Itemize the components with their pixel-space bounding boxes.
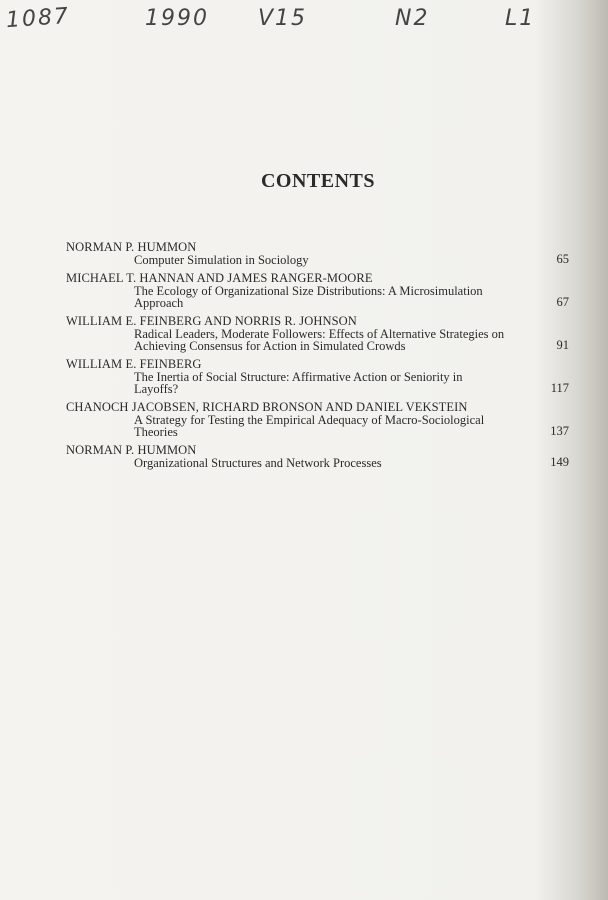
contents-heading: CONTENTS: [260, 170, 376, 192]
handwritten-note: V15: [258, 6, 308, 31]
toc-article-title: The Ecology of Organizational Size Distributions: A Microsimulation Approach: [134, 284, 483, 310]
toc-page-number: 117: [550, 381, 569, 395]
toc-article-title: Organizational Structures and Network Processes: [134, 456, 382, 470]
toc-page-number: 137: [550, 424, 569, 438]
toc-article-title: Computer Simulation in Sociology: [134, 253, 309, 267]
toc-authors: NORMAN P. HUMMON: [66, 240, 197, 254]
handwritten-note: 1087: [5, 3, 71, 34]
toc-page-number: 67: [556, 295, 569, 309]
toc-page-number: 149: [550, 455, 569, 469]
toc-entry: [66, 241, 569, 266]
toc-entry: [66, 444, 569, 469]
handwritten-note: 1990: [145, 6, 209, 31]
toc-entry: [66, 315, 569, 352]
toc-entry: [66, 401, 569, 438]
toc-authors: NORMAN P. HUMMON: [66, 443, 197, 457]
toc-entry: [66, 272, 569, 309]
toc-article-title: A Strategy for Testing the Empirical Adequacy of Macro-Sociological Theories: [134, 413, 485, 439]
toc-article-title: The Inertia of Social Structure: Affirmative Action or Seniority in Layoffs?: [134, 370, 463, 396]
toc-authors: WILLIAM E. FEINBERG: [66, 357, 202, 371]
toc-entry: [66, 358, 569, 395]
handwritten-note: N2: [395, 6, 430, 31]
toc-page-number: 91: [556, 338, 569, 352]
table-of-contents: [66, 241, 569, 475]
toc-authors: WILLIAM E. FEINBERG AND NORRIS R. JOHNSON: [66, 314, 357, 328]
handwritten-note: L1: [505, 6, 536, 31]
toc-article-title: Radical Leaders, Moderate Followers: Effects of Alternative Strategies on Achieving Consensus for Action in Simulated Crowds: [134, 327, 505, 353]
toc-page-number: 65: [556, 252, 569, 266]
handwritten-notes: [0, 2, 608, 42]
toc-authors: MICHAEL T. HANNAN AND JAMES RANGER-MOORE: [66, 271, 373, 285]
toc-authors: CHANOCH JACOBSEN, RICHARD BRONSON AND DANIEL VEKSTEIN: [66, 400, 468, 414]
